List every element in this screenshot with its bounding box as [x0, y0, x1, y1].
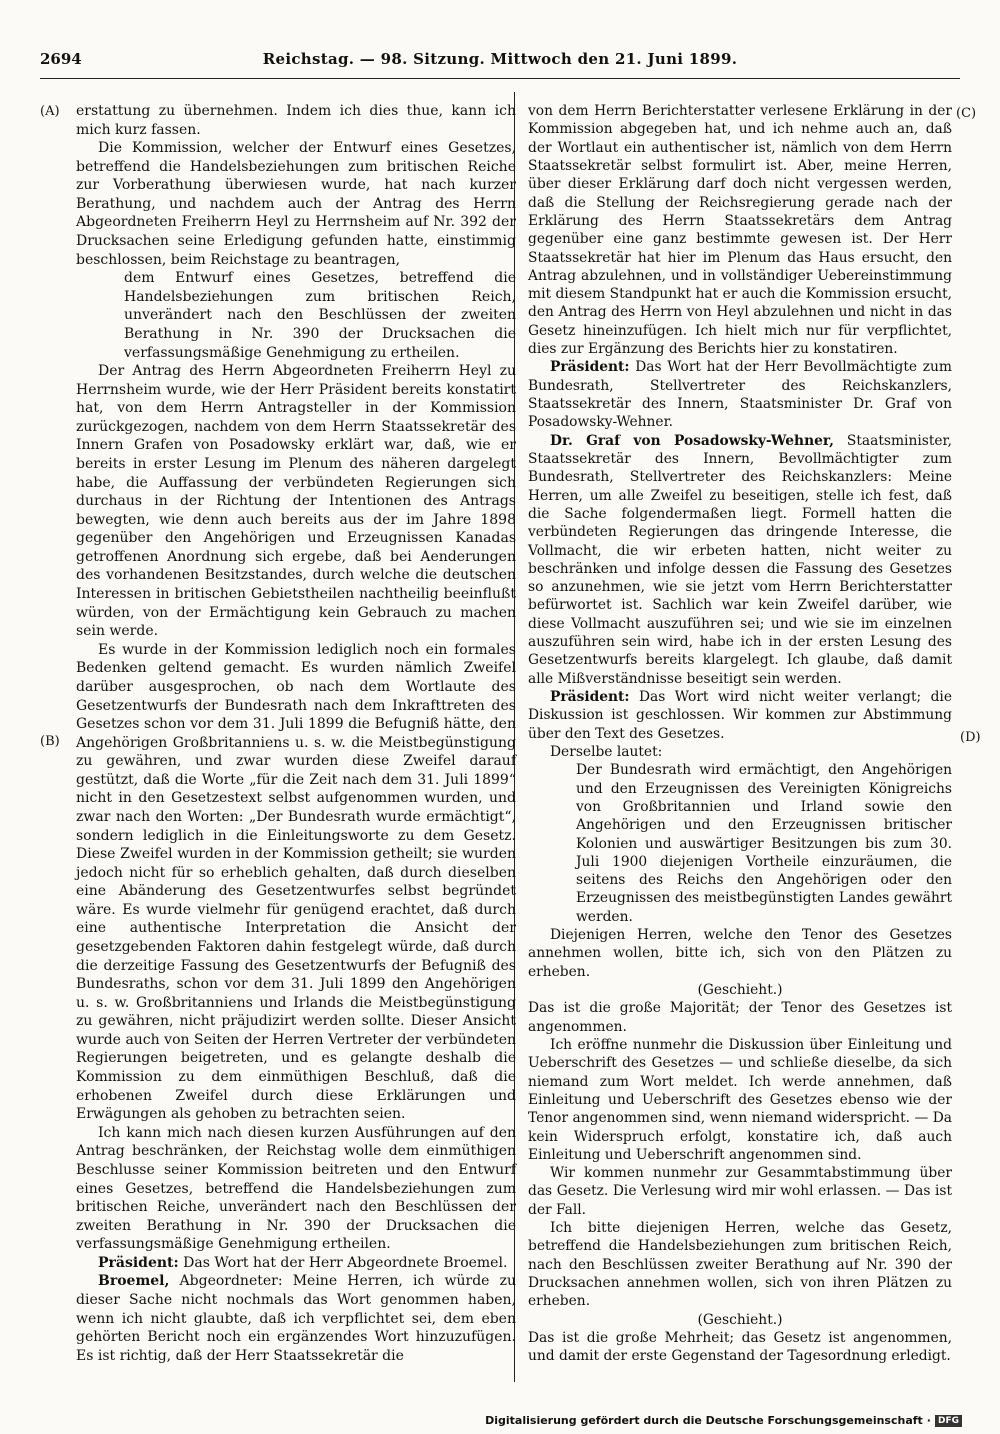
- right-column: [528, 102, 952, 1366]
- running-title: Reichstag. — 98. Sitzung. Mittwoch den 21. Juni 1899.: [262, 50, 738, 68]
- paragraph: Das ist die große Mehrheit; das Gesetz ist angenommen, und damit der erste Gegenstand der Tagesordnung erledigt.: [528, 1329, 952, 1365]
- margin-marker-c: (C): [956, 106, 977, 121]
- speaker-name: Dr. Graf von Posadowsky-Wehner,: [550, 432, 834, 449]
- law-text: Der Bundesrath wird ermächtigt, den Angehörigen und den Erzeugnissen des Vereinigten Königreichs von Großbritannien und Irland sowie den Angehörigen und den Erzeugnissen britischer Kolonien und auswärtiger Besitzungen bis zum 30. Juli 1900 diejenigen Vortheile einzuräumen, die seitens des Reichs den Angehörigen oder den Erzeugnissen des meistbegünstigten Landes gewährt werden.: [576, 762, 952, 925]
- stage-direction: (Geschieht.): [697, 1311, 783, 1328]
- footer-separator: ·: [926, 1414, 931, 1427]
- dfg-logo: DFG: [935, 1415, 962, 1427]
- footer-text: Digitalisierung gefördert durch die Deutsche Forschungsgemeinschaft: [485, 1414, 923, 1427]
- page-header: [40, 50, 960, 72]
- paragraph: Wir kommen nunmehr zur Gesammtabstimmung über das Gesetz. Die Verlesung wird mir wohl erlassen. — Das ist der Fall.: [528, 1165, 952, 1218]
- footer-credit: [485, 1414, 962, 1427]
- paragraph: Derselbe lautet:: [550, 743, 663, 760]
- margin-marker-b: (B): [40, 734, 60, 749]
- margin-marker-a: (A): [40, 104, 60, 119]
- paragraph: erstattung zu übernehmen. Indem ich dies thue, kann ich mich kurz fassen.: [76, 103, 516, 138]
- speaker-name: Präsident:: [98, 1254, 179, 1271]
- speaker-name: Broemel,: [98, 1273, 170, 1290]
- speaker-name: Präsident:: [550, 359, 630, 376]
- paragraph: Es wurde in der Kommission lediglich noch ein formales Bedenken geltend gemacht. Es wurden nämlich Zweifel darüber ausgesprochen, ob nach dem Wortlaute des Gesetzentwurfs der Bundesrath nach dem Inkrafttreten des Gesetzes schon vor dem 31. Juli 1899 die Befugniß hätte, den Angehörigen Großbritanniens u. s. w. die Meistbegünstigung zu gewähren, und zwar wurden diese Zweifel darauf gestützt, daß die Worte „für die Zeit nach dem 31. Juli 1899“ nicht in den Gesetzestext selbst aufgenommen wurden, und zwar nach den Worten: „Der Bundesrath wurde ermächtigt“, sondern lediglich in die Einleitungsworte zu dem Gesetz. Diese Zweifel wurden in der Kommission getheilt; sie wurden jedoch nicht für so erheblich gehalten, daß durch dieselben eine Abänderung des Gesetzentwurfes selbst begründet wäre. Es wurde vielmehr für genügend erachtet, daß durch eine authentische Interpretation die Ansicht der gesetzgebenden Faktoren dahin festgelegt würde, daß durch die derzeitige Fassung des Gesetzentwurfs der Befugniß des Bundesraths, schon vor dem 31. Juli 1899 den Angehörigen u. s. w. Großbritanniens und Irlands die Meistbegünstigung zu gewähren, nicht präjudizirt werden sollte. Dieser Ansicht wurde auch von Seiten der Herren Vertreter der verbündeten Regierungen beigetreten, und es gelangte deshalb die Kommission zu dem einmüthigen Beschluß, daß die erhobenen Zweifel durch diese Erklärungen und Erwägungen als gehoben zu betrachten seien.: [76, 641, 516, 1123]
- speaker-paragraph: Präsident: Das Wort wird nicht weiter verlangt; die Diskussion ist geschlossen. Wir kommen zur Abstimmung über den Text des Gesetzes.: [528, 689, 952, 742]
- left-column: [76, 102, 516, 1365]
- stage-direction: (Geschieht.): [697, 982, 783, 998]
- speaker-paragraph: Broemel, Abgeordneter: Meine Herren, ich würde zu dieser Sache nicht nochmals das Wort genommen haben, wenn ich nicht glaubte, daß ich verpflichtet sei, dem eben gehörten Bericht noch ein ergänzendes Wort hinzuzufügen. Es ist richtig, daß der Herr Staatssekretär die: [76, 1273, 516, 1364]
- quoted-motion: dem Entwurf eines Gesetzes, betreffend die Handelsbeziehungen zum britischen Reich, unverändert nach den Beschlüssen der zweiten Berathung in Nr. 390 der Drucksachen die verfassungsmäßige Genehmigung zu ertheilen.: [124, 270, 516, 361]
- margin-marker-d: (D): [960, 730, 981, 745]
- header-rule: [40, 78, 960, 79]
- speaker-paragraph: Präsident: Das Wort hat der Herr Bevollmächtigte zum Bundesrath, Stellvertreter des Reichskanzlers, Staatssekretär des Innern, Staatsminister Dr. Graf von Posadowsky-Wehner.: [528, 359, 952, 431]
- speaker-paragraph: Präsident: Das Wort hat der Herr Abgeordnete Broemel.: [98, 1254, 508, 1271]
- page-number: 2694: [40, 50, 82, 68]
- paragraph: Diejenigen Herren, welche den Tenor des Gesetzes annehmen wollen, bitte ich, sich von den Plätzen zu erheben.: [528, 927, 952, 980]
- paragraph: Ich bitte diejenigen Herren, welche das Gesetz, betreffend die Handelsbeziehungen zum britischen Reich, nach den Beschlüssen zweiter Berathung auf Nr. 390 der Drucksachen annehmen wollen, sich von ihren Plätzen zu erheben.: [528, 1220, 952, 1310]
- paragraph: Der Antrag des Herrn Abgeordneten Freiherrn Heyl zu Herrnsheim wurde, wie der Herr Präsident bereits konstatirt hat, von dem Herrn Antragsteller in der Kommission zurückgezogen, nachdem von dem Herrn Staatssekretär des Innern Grafen von Posadowsky erklärt war, daß, wie er bereits in erster Lesung im Plenum des näheren dargelegt habe, die Auffassung der verbündeten Regierungen sich durchaus in der Richtung der Intentionen des Antrags bewegten, wie denn auch bereits aus der im Jahre 1898 gegenüber den Angehörigen und Erzeugnissen Kanadas getroffenen Anordnung sich ergebe, daß bei Aenderungen des vorhandenen Besitzstandes, durch welche die deutschen Interessen in britischen Gebietstheilen nachtheilig beeinflußt würden, von der Ermächtigung kein Gebrauch zu machen sein werde.: [76, 363, 516, 640]
- paragraph: Das ist die große Majorität; der Tenor des Gesetzes ist angenommen.: [528, 1000, 952, 1035]
- paragraph: von dem Herrn Berichterstatter verlesene Erklärung in der Kommission abgegeben hat, und ich nehme auch an, daß der Wortlaut ein authentischer ist, nämlich von dem Herrn Staatssekretär selbst formulirt ist. Aber, meine Herren, über dieser Erklärung darf doch nicht vergessen werden, daß die Stellung der Reichsregierung gerade nach der Erklärung des Herrn Staatssekretärs dem Antrag gegenüber eine ganz bestimmte gewesen ist. Der Herr Staatssekretär hat hier im Plenum das Haus ersucht, den Antrag abzulehnen, und in vollständiger Uebereinstimmung mit diesem Standpunkt hat er auch die Kommission ersucht, den Antrag des Herrn von Heyl abzulehnen und nicht in das Gesetz hineinzufügen. Ich hielt mich nur für verpflichtet, dies zur Ergänzung des Berichts hier zu konstatiren.: [528, 103, 952, 358]
- paragraph: Ich eröffne nunmehr die Diskussion über Einleitung und Ueberschrift des Gesetzes — und schließe dieselbe, da sich niemand zum Wort meldet. Ich werde annehmen, daß Einleitung und Ueberschrift des Gesetzes ebenso wie der Tenor angenommen sind, wenn niemand widerspricht. — Da kein Widerspruch erfolgt, konstatire ich, daß auch Einleitung und Ueberschrift angenommen sind.: [528, 1036, 952, 1163]
- paragraph: Die Kommission, welcher der Entwurf eines Gesetzes, betreffend die Handelsbeziehungen zum britischen Reiche zur Vorberathung überwiesen wurde, hat nach kurzer Berathung, und nachdem auch der Antrag des Herrn Abgeordneten Freiherrn Heyl zu Herrnsheim auf Nr. 392 der Drucksachen seine Erledigung gefunden hatte, einstimmig beschlossen, beim Reichstage zu beantragen,: [76, 140, 516, 268]
- speaker-paragraph: Dr. Graf von Posadowsky-Wehner, Staatsminister, Staatssekretär des Innern, Bevollmächtigter zum Bundesrath, Stellvertreter des Reichskanzlers: Meine Herren, um alle Zweifel zu beseitigen, stelle ich fest, daß die Sache folgendermaßen liegt. Formell hatten die verbündeten Regierungen das dringende Interesse, die Vollmacht, die wir erbeten hatten, nicht weiter zu beschränken und infolge dessen die Fassung des Gesetzes so anzunehmen, wie sie jetzt vom Herrn Berichterstatter befürwortet ist. Sachlich war kein Zweifel darüber, wie diese Vollmacht auszuführen sei; und wie sie im einzelnen auszuführen sein wird, habe ich in der ersten Lesung des Gesetzentwurfs bereits klargelegt. Ich glaube, daß damit alle Mißverständnisse beseitigt sein werden.: [528, 432, 952, 687]
- speaker-name: Präsident:: [550, 689, 630, 705]
- paragraph: Ich kann mich nach diesen kurzen Ausführungen auf den Antrag beschränken, der Reichstag wolle dem einmüthigen Beschlusse seiner Kommission beitreten und den Entwurf eines Gesetzes, betreffend die Handelsbeziehungen zum britischen Reiche, unverändert nach den Beschlüssen der zweiten Berathung in Nr. 390 der Drucksachen die verfassungsmäßige Genehmigung ertheilen.: [76, 1124, 516, 1253]
